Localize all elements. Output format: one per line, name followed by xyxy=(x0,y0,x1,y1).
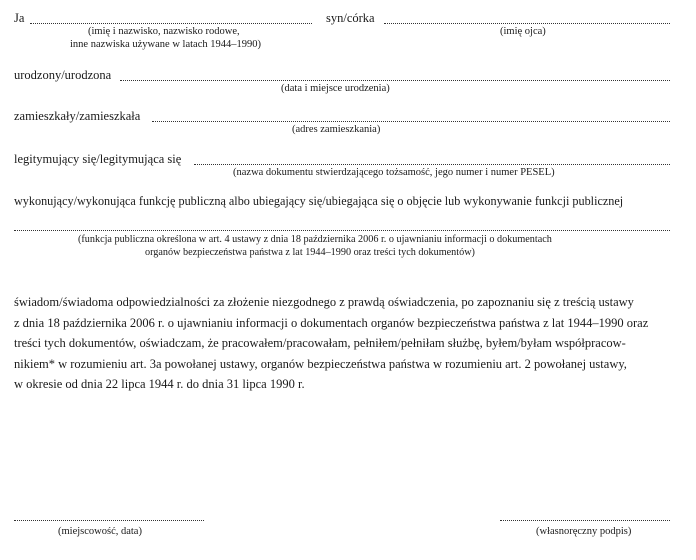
declaration-paragraph xyxy=(14,292,674,395)
father-name-field[interactable] xyxy=(384,23,670,24)
id-label: legitymujący się/legitymująca się xyxy=(14,152,182,166)
place-date-field[interactable] xyxy=(14,520,204,521)
son-daughter-label: syn/córka xyxy=(326,11,375,25)
function-label: wykonujący/wykonująca funkcję publiczną albo ubiegający się/ubiegająca się o objęcie lub wykonywanie funkcji publicznej xyxy=(14,194,624,208)
names-hint-line2: inne nazwiska używane w latach 1944–1990) xyxy=(70,39,261,50)
address-field[interactable] xyxy=(152,121,670,122)
function-hint-line1: (funkcja publiczna określona w art. 4 ustawy z dnia 18 października 2006 r. o ujawnianiu informacji o dokumentach xyxy=(78,234,552,245)
born-label: urodzony/urodzona xyxy=(14,68,112,82)
names-hint-line1: (imię i nazwisko, nazwisko rodowe, xyxy=(88,26,240,37)
function-hint-line2: organów bezpieczeństwa państwa z lat 1944–1990 oraz treści tych dokumentów) xyxy=(145,247,475,258)
residing-label: zamieszkały/zamieszkała xyxy=(14,109,141,123)
father-name-hint: (imię ojca) xyxy=(500,26,546,37)
declaration-line-3: treści tych dokumentów, oświadczam, że pracowałem/pracowałam, pełniłem/pełniłam służbę, byłem/byłam współpracow- xyxy=(14,336,626,350)
place-date-hint: (miejscowość, data) xyxy=(58,526,142,537)
residing-hint: (adres zamieszkania) xyxy=(292,124,381,135)
signature-hint: (własnoręczny podpis) xyxy=(536,526,632,537)
declaration-line-1: świadom/świadoma odpowiedzialności za złożenie niezgodnego z prawdą oświadczenia, po zapoznaniu się z treścią ustawy xyxy=(14,295,634,309)
signature-field[interactable] xyxy=(500,520,670,521)
declaration-line-2: z dnia 18 października 2006 r. o ujawnianiu informacji o dokumentach organów bezpieczeństwa państwa z lat 1944–1990 oraz xyxy=(14,315,649,330)
declaration-line-4: nikiem* w rozumieniu art. 3a powołanej ustawy, organów bezpieczeństwa państwa w rozumieniu art. 2 powołanej ustawy, xyxy=(14,356,627,371)
id-hint: (nazwa dokumentu stwierdzającego tożsamość, jego numer i numer PESEL) xyxy=(233,167,555,178)
declaration-line-5: w okresie od dnia 22 lipca 1944 r. do dnia 31 lipca 1990 r. xyxy=(14,377,305,391)
name-field[interactable] xyxy=(30,23,312,24)
birth-date-place-field[interactable] xyxy=(120,80,670,81)
public-function-field[interactable] xyxy=(14,230,670,231)
id-document-field[interactable] xyxy=(194,164,670,165)
born-hint: (data i miejsce urodzenia) xyxy=(281,83,390,94)
ja-label: Ja xyxy=(14,11,25,25)
